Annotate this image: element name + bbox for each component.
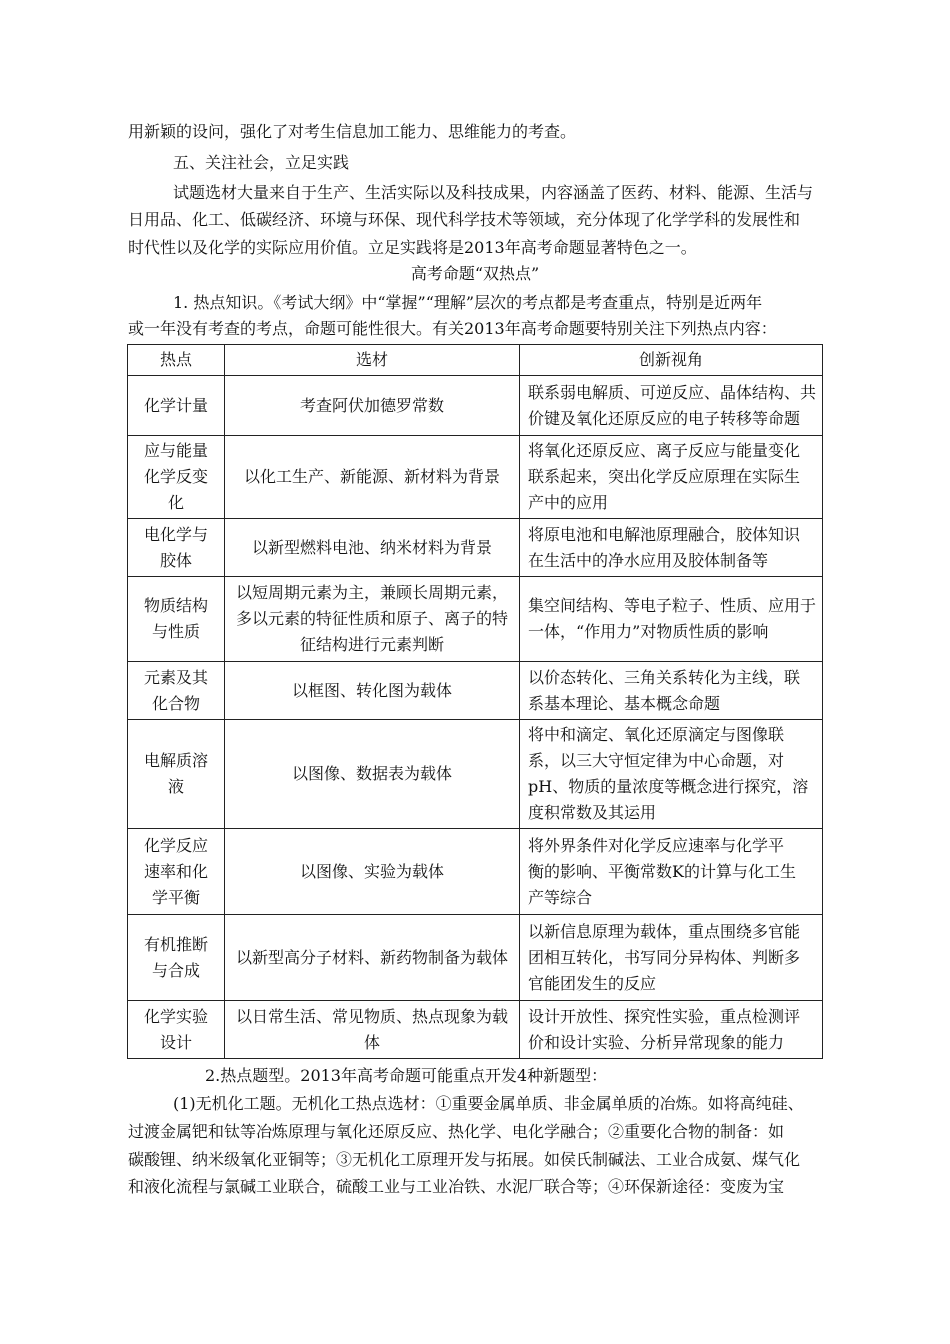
table-row [128, 720, 823, 829]
hot-cell [128, 436, 225, 519]
cell-line: 物质结构 [143, 596, 208, 615]
cell-line: 体 [363, 1032, 380, 1052]
cell-line: 将氧化还原反应、离子反应与能量变化 [528, 441, 801, 460]
header-hot: 热点 [128, 345, 225, 376]
cell-line: 将原电池和电解池原理融合，胶体知识 [528, 524, 801, 544]
cell-line: 联系起来，突出化学反应原理在实际生 [528, 467, 801, 486]
material-cell [225, 662, 520, 720]
material-cell [225, 519, 520, 577]
cell-line: 度积常数及其运用 [528, 803, 657, 822]
material-cell [225, 376, 520, 436]
material-cell [225, 720, 520, 829]
cell-line: 化合物 [151, 693, 200, 713]
hot-cell [128, 829, 225, 915]
cell-line: 以价态转化、三角关系转化为主线，联 [528, 667, 801, 687]
paragraph-line: 日用品、化工、低碳经济、环境与环保、现代科学技术等领域，充分体现了化学学科的发展性和 [128, 210, 801, 229]
cell-line: 以短周期元素为主，兼顾长周期元素， [235, 583, 508, 602]
table-row [128, 1001, 823, 1059]
cell-line: 集空间结构、等电子粒子、性质、应用于 [528, 596, 817, 615]
cell-line: 以化工生产、新能源、新材料为背景 [243, 467, 500, 486]
cell-line: 与性质 [151, 622, 200, 641]
cell-line: 有机推断 [143, 934, 208, 954]
cell-line: 以图像、实验为载体 [299, 861, 444, 881]
cell-line: 与合成 [151, 960, 200, 980]
paragraph-line: 时代性以及化学的实际应用价值。立足实践将是2013年高考命题显著特色之一。 [128, 238, 697, 257]
hotspot-table [127, 344, 823, 1059]
paragraph-line: 碳酸锂、纳米级氧化亚铜等；③无机化工原理开发与拓展。如侯氏制碱法、工业合成氨、煤气化 [128, 1150, 801, 1169]
material-cell [225, 1001, 520, 1059]
table-row [128, 519, 823, 577]
cell-line: 在生活中的净水应用及胶体制备等 [528, 550, 769, 570]
material-cell [225, 915, 520, 1001]
hot-cell [128, 915, 225, 1001]
cell-line: 将外界条件对化学反应速率与化学平 [528, 835, 785, 855]
cell-line: 化学反变 [143, 467, 208, 486]
cell-line: 以新信息原理为载体，重点围绕多官能 [528, 921, 801, 941]
table-row [128, 436, 823, 519]
hot-cell [128, 720, 225, 829]
hot-cell [128, 662, 225, 720]
cell-line: 官能团发生的反应 [528, 973, 657, 993]
cell-line: 电解质溶 [143, 751, 208, 770]
angle-cell [520, 662, 823, 720]
cell-line: 系，以三大守恒定律为中心命题，对 [528, 751, 785, 770]
angle-cell [520, 720, 823, 829]
material-cell [225, 577, 520, 662]
table-row [128, 829, 823, 915]
header-angle: 创新视角 [520, 345, 823, 376]
cell-line: 征结构进行元素判断 [299, 635, 444, 654]
paragraph-line: 和液化流程与氯碱工业联合，硫酸工业与工业冶铁、水泥厂联合等；④环保新途径：变废为宝 [128, 1177, 785, 1196]
table-row [128, 915, 823, 1001]
paragraph-line: 过渡金属钯和钛等冶炼原理与氧化还原反应、热化学、电化学融合；②重要化合物的制备：如 [128, 1122, 785, 1141]
cell-line: 设计 [159, 1032, 192, 1052]
angle-cell [520, 829, 823, 915]
cell-line: 团相互转化，书写同分异构体、判断多 [528, 947, 801, 967]
section-heading-5: 五、关注社会，立足实践 [173, 153, 350, 172]
cell-line: 多以元素的特征性质和原子、离子的特 [235, 609, 508, 628]
cell-line: 化学反应 [143, 835, 208, 855]
cell-line: 系基本理论、基本概念命题 [528, 693, 721, 713]
cell-line: 将中和滴定、氧化还原滴定与图像联 [528, 725, 785, 744]
cell-line: 考查阿伏加德罗常数 [299, 395, 444, 415]
cell-line: 设计开放性、探究性实验，重点检测评 [528, 1006, 801, 1026]
cell-line: 以日常生活、常见物质、热点现象为载 [235, 1006, 508, 1026]
cell-line: 以新型高分子材料、新药物制备为载体 [235, 947, 508, 967]
cell-line: 衡的影响、平衡常数K的计算与化工生 [528, 861, 796, 881]
cell-line: 胶体 [159, 550, 192, 570]
paragraph-line: 试题选材大量来自于生产、生活实际以及科技成果，内容涵盖了医药、材料、能源、生活与 [173, 183, 814, 202]
cell-line: 以图像、数据表为载体 [291, 764, 452, 783]
cell-line: 以新型燃料电池、纳米材料为背景 [251, 537, 492, 557]
cell-line: 液 [167, 777, 184, 796]
cell-line: 电化学与 [143, 524, 208, 544]
paragraph-line: 1. 热点知识。《考试大纲》中“掌握”“理解”层次的考点都是考查重点，特别是近两年 [173, 293, 763, 312]
cell-line: 产等综合 [528, 887, 593, 907]
section-title: 高考命题“双热点” [410, 264, 540, 283]
material-cell [225, 436, 520, 519]
cell-line: 价键及氧化还原反应的电子转移等命题 [528, 408, 801, 428]
cell-line: 学平衡 [151, 887, 200, 907]
angle-cell [520, 519, 823, 577]
cell-line: 速率和化 [143, 861, 208, 881]
cell-line: pH、物质的量浓度等概念进行探究，溶 [528, 777, 809, 796]
cell-line: 价和设计实验、分析异常现象的能力 [528, 1032, 785, 1052]
table-row [128, 376, 823, 436]
hot-cell [128, 376, 225, 436]
table-row [128, 662, 823, 720]
intro-line-1: 用新颖的设问，强化了对考生信息加工能力、思维能力的考查。 [128, 122, 577, 141]
cell-line: 化学实验 [143, 1006, 208, 1026]
cell-line: 化学计量 [143, 395, 208, 415]
paragraph-line: 或一年没有考查的考点，命题可能性很大。有关2013年高考命题要特别关注下列热点内容： [128, 319, 777, 338]
paragraph-line: 2.热点题型。2013年高考命题可能重点开发4种新题型： [205, 1066, 608, 1085]
cell-line: 应与能量 [143, 441, 208, 460]
paragraph-line: (1)无机化工题。无机化工热点选材：①重要金属单质、非金属单质的冶炼。如将高纯硅、 [173, 1094, 804, 1113]
cell-line: 化 [167, 493, 184, 512]
material-cell [225, 829, 520, 915]
cell-line: 元素及其 [143, 667, 208, 687]
cell-line: 产中的应用 [528, 493, 609, 512]
cell-line: 一体，“作用力”对物质性质的影响 [528, 622, 769, 641]
table-header-row [128, 345, 823, 376]
angle-cell [520, 1001, 823, 1059]
angle-cell [520, 915, 823, 1001]
hot-cell [128, 577, 225, 662]
header-material: 选材 [225, 345, 520, 376]
hot-cell [128, 519, 225, 577]
cell-line: 联系弱电解质、可逆反应、晶体结构、共 [528, 382, 817, 402]
cell-line: 以框图、转化图为载体 [291, 680, 452, 700]
angle-cell [520, 376, 823, 436]
angle-cell [520, 436, 823, 519]
hot-cell [128, 1001, 225, 1059]
angle-cell [520, 577, 823, 662]
table-row [128, 577, 823, 662]
